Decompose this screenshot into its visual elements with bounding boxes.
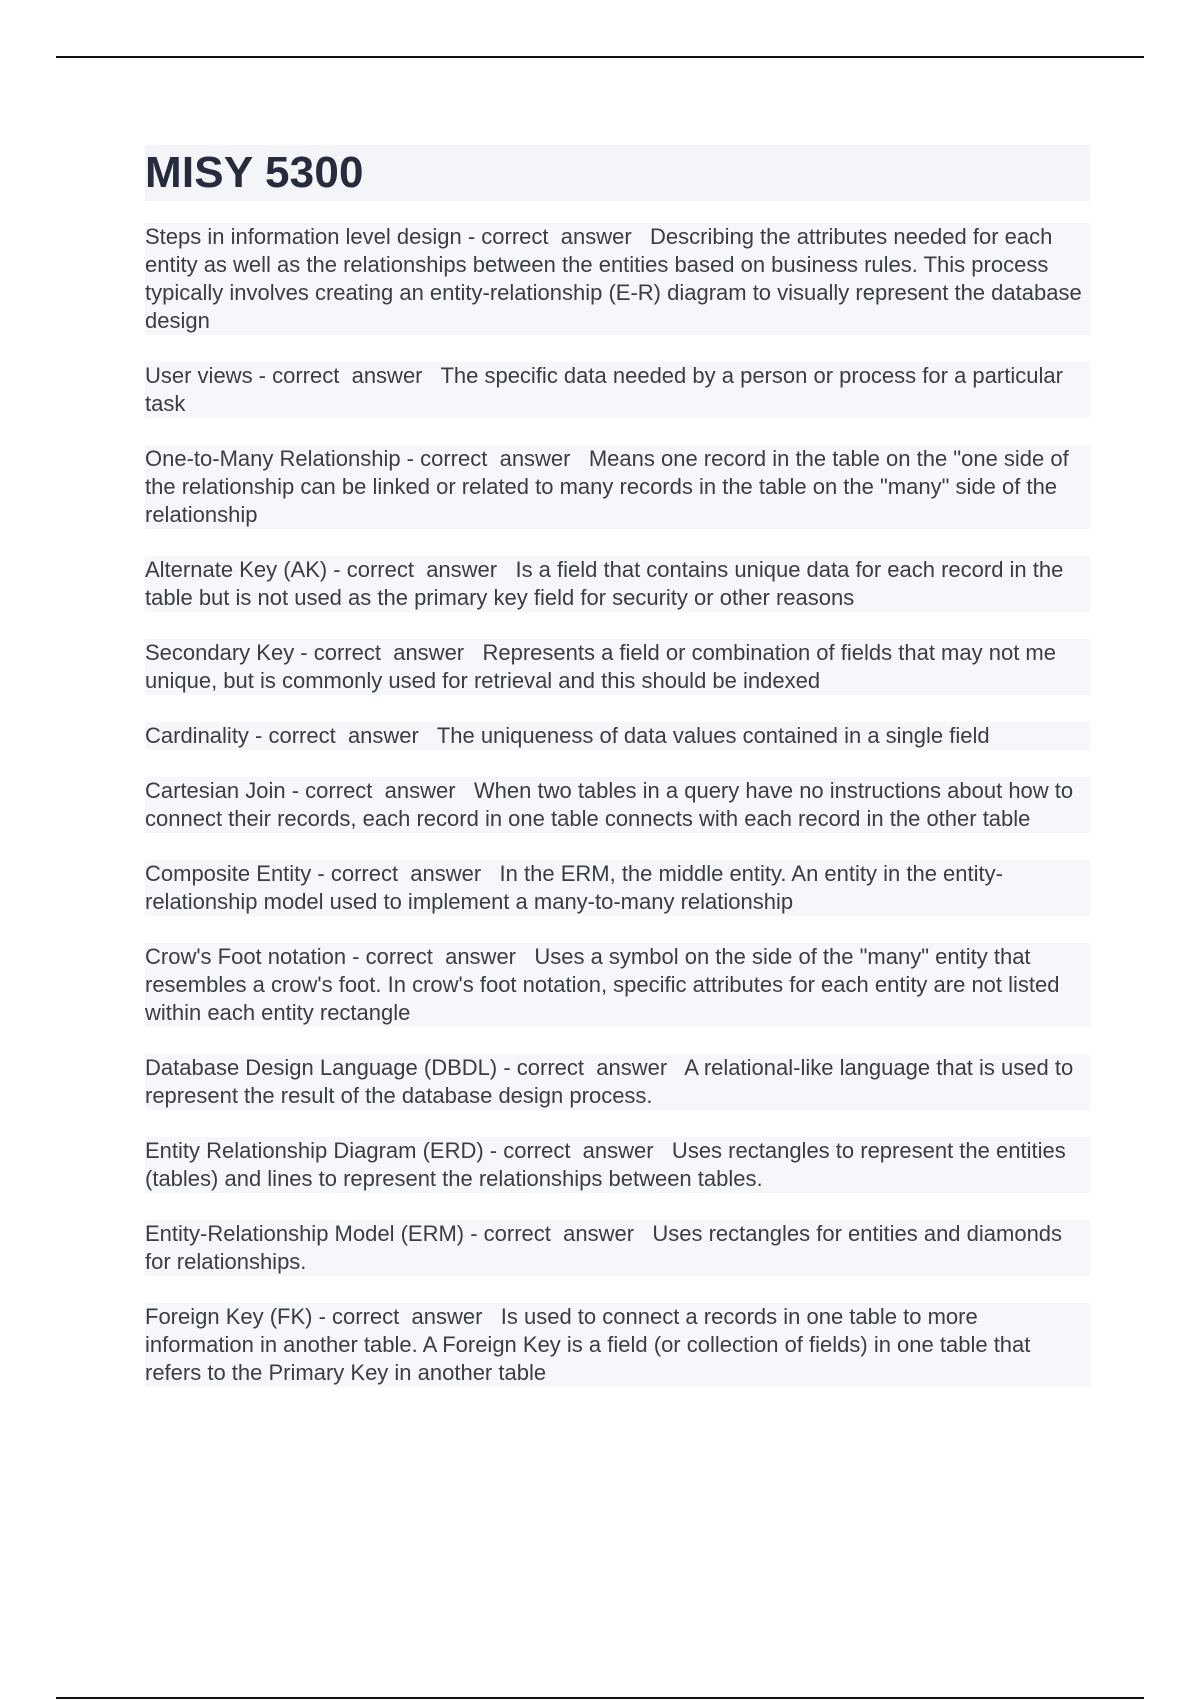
entry-cartesian-join: Cartesian Join - correct answer When two tables in a query have no instructions about how to connect their records, each record in one table connects with each record in the other table xyxy=(145,777,1090,833)
entry-user-views: User views - correct answer The specific data needed by a person or process for a particular task xyxy=(145,362,1090,418)
document-body xyxy=(145,145,1090,1414)
entry-list xyxy=(145,223,1090,1414)
entry-one-to-many-relationship: One-to-Many Relationship - correct answer Means one record in the table on the "one side of the relationship can be linked or related to many records in the table on the "many" side of the relationship xyxy=(145,445,1090,529)
entry-crows-foot-notation: Crow's Foot notation - correct answer Uses a symbol on the side of the "many" entity that resembles a crow's foot. In crow's foot notation, specific attributes for each entity are not listed within each entity rectangle xyxy=(145,943,1090,1027)
entry-database-design-language: Database Design Language (DBDL) - correct answer A relational-like language that is used to represent the result of the database design process. xyxy=(145,1054,1090,1110)
entry-cardinality: Cardinality - correct answer The uniqueness of data values contained in a single field xyxy=(145,722,1090,750)
entry-entity-relationship-model: Entity-Relationship Model (ERM) - correct answer Uses rectangles for entities and diamonds for relationships. xyxy=(145,1220,1090,1276)
document-title: MISY 5300 xyxy=(145,148,364,197)
entry-alternate-key: Alternate Key (AK) - correct answer Is a field that contains unique data for each record in the table but is not used as the primary key field for security or other reasons xyxy=(145,556,1090,612)
bottom-rule xyxy=(56,1697,1144,1699)
title-band xyxy=(145,145,1090,201)
top-rule xyxy=(56,56,1144,58)
entry-foreign-key: Foreign Key (FK) - correct answer Is used to connect a records in one table to more information in another table. A Foreign Key is a field (or collection of fields) in one table that refers to the Primary Key in another table xyxy=(145,1303,1090,1387)
entry-entity-relationship-diagram: Entity Relationship Diagram (ERD) - correct answer Uses rectangles to represent the entities (tables) and lines to represent the relationships between tables. xyxy=(145,1137,1090,1193)
entry-secondary-key: Secondary Key - correct answer Represents a field or combination of fields that may not me unique, but is commonly used for retrieval and this should be indexed xyxy=(145,639,1090,695)
entry-composite-entity: Composite Entity - correct answer In the ERM, the middle entity. An entity in the entity-relationship model used to implement a many-to-many relationship xyxy=(145,860,1090,916)
entry-steps-information-level-design: Steps in information level design - correct answer Describing the attributes needed for each entity as well as the relationships between the entities based on business rules. This process typically involves creating an entity-relationship (E-R) diagram to visually represent the database design xyxy=(145,223,1090,335)
